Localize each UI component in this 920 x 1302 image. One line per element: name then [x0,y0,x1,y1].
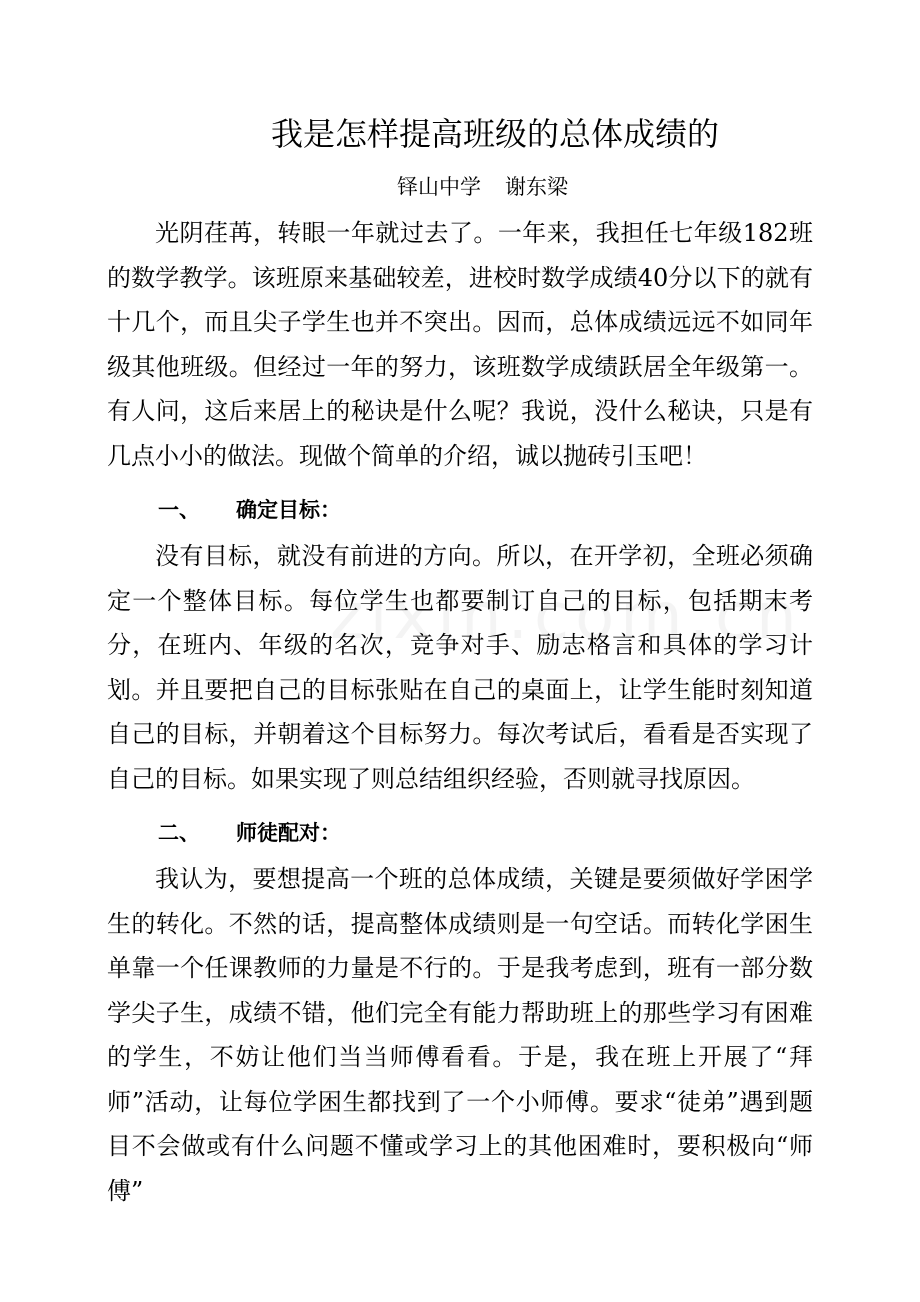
intro-paragraph: 光阴荏苒，转眼一年就过去了。一年来，我担任七年级182班的数学教学。该班原来基础较差，进校时数学成绩40分以下的就有十几个，而且尖子学生也并不突出。因而，总体成绩远远不如同年级其他班级。但经过一年的努力，该班数学成绩跃居全年级第一。有人问，这后来居上的秘诀是什么呢？我说，没什么秘诀，只是有几点小小的做法。现做个简单的介绍，诚以抛砖引玉吧！ [107,219,813,470]
section-heading-1 [158,490,341,530]
section-title: 确定目标： [236,498,341,522]
author-school: 铎山中学 [397,175,481,199]
section-number: 一、 [158,498,200,522]
author-name: 谢东梁 [505,175,568,199]
section-title: 师徒配对： [236,821,341,845]
document-title: 我是怎样提高班级的总体成绩的 [270,115,719,153]
section-heading-2 [158,813,341,853]
author-line [0,169,920,205]
section-paragraph-1: 没有目标，就没有前进的方向。所以，在开学初，全班必须确定一个整体目标。每位学生也都要制订自己的目标，包括期末考分，在班内、年级的名次，竞争对手、励志格言和具体的学习计划。并且要把自己的目标张贴在自己的桌面上，让学生能时刻知道自己的目标，并朝着这个目标努力。每次考试后，看看是否实现了自己的目标。如果实现了则总结组织经验，否则就寻找原因。 [107,542,813,793]
section-number: 二、 [158,821,200,845]
section-paragraph-2: 我认为，要想提高一个班的总体成绩，关键是要须做好学困学生的转化。不然的话，提高整体成绩则是一句空话。而转化学困生单靠一个任课教师的力量是不行的。于是我考虑到，班有一部分数学尖子生，成绩不错，他们完全有能力帮助班上的那些学习有困难的学生，不妨让他们当当师傅看看。于是，我在班上开展了“拜师”活动，让每位学困生都找到了一个小师傅。要求“徒弟”遇到题目不会做或有什么问题不懂或学习上的其他困难时，要积极向“师傅” [107,865,813,1205]
